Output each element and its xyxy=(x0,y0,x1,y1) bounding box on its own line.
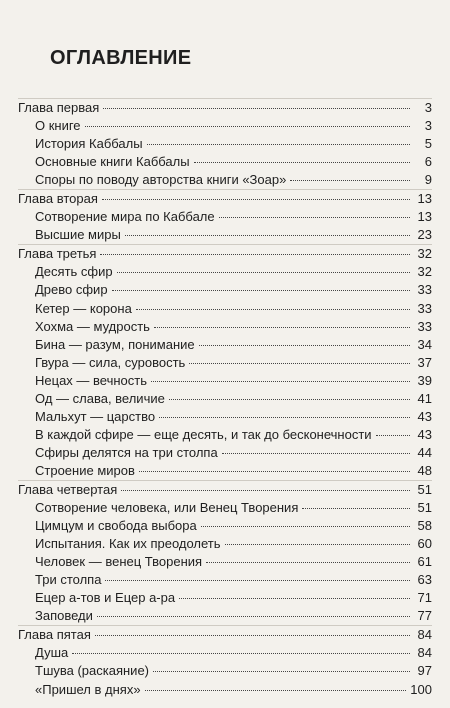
toc-entry-page-number: 5 xyxy=(424,136,432,152)
toc-entry-page-number: 3 xyxy=(424,100,432,115)
toc-entry-page-number: 37 xyxy=(417,354,432,370)
toc-entry-page-number: 61 xyxy=(417,554,432,570)
dot-leader xyxy=(97,616,410,617)
toc-entry-page-number: 33 xyxy=(417,300,432,316)
toc-entry xyxy=(18,408,432,426)
dot-leader xyxy=(219,217,410,218)
dot-leader xyxy=(222,453,410,454)
dot-leader xyxy=(201,526,410,527)
toc-entry-title: Строение миров xyxy=(35,462,135,478)
toc-entry-title: Испытания. Как их преодолеть xyxy=(35,536,221,552)
dot-leader xyxy=(125,235,410,236)
toc-entry-page-number: 32 xyxy=(417,264,432,280)
toc-entry-title: Душа xyxy=(35,645,69,661)
toc-entry-page-number: 6 xyxy=(424,154,432,170)
toc-entry xyxy=(18,535,432,553)
dot-leader xyxy=(179,598,410,599)
toc-entry-page-number: 48 xyxy=(417,462,432,478)
toc-entry-page-number: 51 xyxy=(417,500,432,516)
dot-leader xyxy=(100,254,410,255)
dot-leader xyxy=(145,690,407,691)
toc-entry-title: В каждой сфире — еще десять, и так до бесконечности xyxy=(35,426,372,442)
toc-entry-page-number: 32 xyxy=(417,246,432,262)
toc-entry xyxy=(18,336,432,354)
toc-entry xyxy=(18,354,432,372)
toc-entry-page-number: 13 xyxy=(417,191,432,207)
toc-entry-title: Мальхут — царство xyxy=(35,408,156,424)
toc-entry xyxy=(18,135,432,153)
dot-leader xyxy=(117,272,410,273)
toc-entry-page-number: 33 xyxy=(417,282,432,298)
toc-entry xyxy=(18,499,432,517)
toc-entry-title: «Пришел в днях» xyxy=(35,681,141,697)
toc-entry-title: Человек — венец Творения xyxy=(35,554,203,570)
toc-entry xyxy=(18,372,432,390)
toc-entry xyxy=(18,281,432,299)
toc-entry-title: Тшува (раскаяние) xyxy=(35,663,150,679)
toc-chapter xyxy=(18,480,432,499)
dot-leader xyxy=(225,544,410,545)
toc-entry-page-number: 58 xyxy=(417,518,432,534)
dot-leader xyxy=(159,417,410,418)
dot-leader xyxy=(95,635,410,636)
toc-entry xyxy=(18,444,432,462)
toc-entry xyxy=(18,517,432,535)
dot-leader xyxy=(139,471,410,472)
toc-entry-title: Кетер — корона xyxy=(35,300,132,316)
toc-entry-page-number: 63 xyxy=(417,572,432,588)
dot-leader xyxy=(189,363,410,364)
toc-entry-page-number: 34 xyxy=(417,336,432,352)
toc-entry-title: Споры по поводу авторства книги «Зоар» xyxy=(35,172,287,188)
toc-chapter xyxy=(18,244,432,263)
toc-entry xyxy=(18,589,432,607)
toc-entry-page-number: 33 xyxy=(417,318,432,334)
toc-entry-title: Цимцум и свобода выбора xyxy=(35,518,197,534)
toc-entry xyxy=(18,607,432,625)
toc-entry-title: Сотворение мира по Каббале xyxy=(35,209,215,225)
toc-entry xyxy=(18,153,432,171)
toc-entry xyxy=(18,553,432,571)
toc-entry-title: Ецер а-тов и Ецер а-ра xyxy=(35,590,176,606)
toc-entry-title: Сотворение человека, или Венец Творения xyxy=(35,500,299,516)
toc-chapter xyxy=(18,98,432,117)
dot-leader xyxy=(85,126,410,127)
toc-entry xyxy=(18,644,432,662)
toc-entry-title: Три столпа xyxy=(35,572,102,588)
toc-entry-page-number: 43 xyxy=(417,408,432,424)
toc-entry-title: Высшие миры xyxy=(35,227,121,243)
dot-leader xyxy=(153,671,410,672)
toc-entry xyxy=(18,681,432,699)
toc-entry-title: Глава вторая xyxy=(18,191,98,207)
toc-entry-page-number: 9 xyxy=(424,172,432,188)
toc-entry-title: История Каббалы xyxy=(35,136,143,152)
dot-leader xyxy=(136,309,410,310)
toc-entry-page-number: 60 xyxy=(417,536,432,552)
toc-entry-title: Глава первая xyxy=(18,100,100,115)
toc-entry xyxy=(18,318,432,336)
table-of-contents xyxy=(18,98,432,699)
toc-entry-page-number: 77 xyxy=(417,608,432,624)
dot-leader xyxy=(112,290,410,291)
toc-chapter xyxy=(18,625,432,644)
toc-entry-page-number: 51 xyxy=(417,481,432,497)
toc-entry-title: Основные книги Каббалы xyxy=(35,154,190,170)
page-title: ОГЛАВЛЕНИЕ xyxy=(50,47,192,69)
toc-entry-page-number: 84 xyxy=(417,627,432,643)
dot-leader xyxy=(206,562,410,563)
toc-entry-page-number: 100 xyxy=(410,681,432,697)
toc-entry-page-number: 3 xyxy=(424,118,432,134)
dot-leader xyxy=(102,199,410,200)
toc-entry-title: Заповеди xyxy=(35,608,93,624)
dot-leader xyxy=(154,327,410,328)
dot-leader xyxy=(290,180,410,181)
toc-entry xyxy=(18,226,432,244)
dot-leader xyxy=(105,580,410,581)
dot-leader xyxy=(169,399,410,400)
toc-entry-title: Гвура — сила, суровость xyxy=(35,354,186,370)
toc-entry xyxy=(18,462,432,480)
toc-entry-page-number: 41 xyxy=(417,390,432,406)
toc-entry-title: Десять сфир xyxy=(35,264,113,280)
dot-leader xyxy=(199,345,410,346)
toc-entry xyxy=(18,171,432,189)
toc-entry xyxy=(18,263,432,281)
toc-chapter xyxy=(18,189,432,208)
toc-entry-title: Нецах — вечность xyxy=(35,372,147,388)
toc-entry-page-number: 71 xyxy=(417,590,432,606)
toc-entry-page-number: 39 xyxy=(417,372,432,388)
toc-entry xyxy=(18,662,432,680)
toc-entry-title: Хохма — мудрость xyxy=(35,318,150,334)
toc-entry xyxy=(18,571,432,589)
dot-leader xyxy=(302,508,410,509)
toc-entry-title: Од — слава, величие xyxy=(35,390,165,406)
dot-leader xyxy=(376,435,410,436)
toc-entry-title: О книге xyxy=(35,118,81,134)
toc-entry-page-number: 84 xyxy=(417,645,432,661)
dot-leader xyxy=(103,108,410,109)
toc-entry-page-number: 44 xyxy=(417,444,432,460)
toc-entry-title: Бина — разум, понимание xyxy=(35,336,195,352)
toc-entry xyxy=(18,117,432,135)
toc-entry-title: Древо сфир xyxy=(35,282,108,298)
toc-entry-page-number: 23 xyxy=(417,227,432,243)
toc-entry-page-number: 97 xyxy=(417,663,432,679)
dot-leader xyxy=(72,653,410,654)
toc-entry-title: Глава четвертая xyxy=(18,481,118,497)
toc-entry-title: Глава пятая xyxy=(18,627,91,643)
toc-entry-page-number: 13 xyxy=(417,209,432,225)
toc-entry-title: Глава третья xyxy=(18,246,97,262)
dot-leader xyxy=(121,490,410,491)
dot-leader xyxy=(147,144,410,145)
toc-entry-title: Сфиры делятся на три столпа xyxy=(35,444,218,460)
toc-entry xyxy=(18,426,432,444)
toc-entry xyxy=(18,300,432,318)
toc-entry-page-number: 43 xyxy=(417,426,432,442)
toc-entry xyxy=(18,208,432,226)
toc-entry xyxy=(18,390,432,408)
dot-leader xyxy=(194,162,410,163)
dot-leader xyxy=(151,381,410,382)
